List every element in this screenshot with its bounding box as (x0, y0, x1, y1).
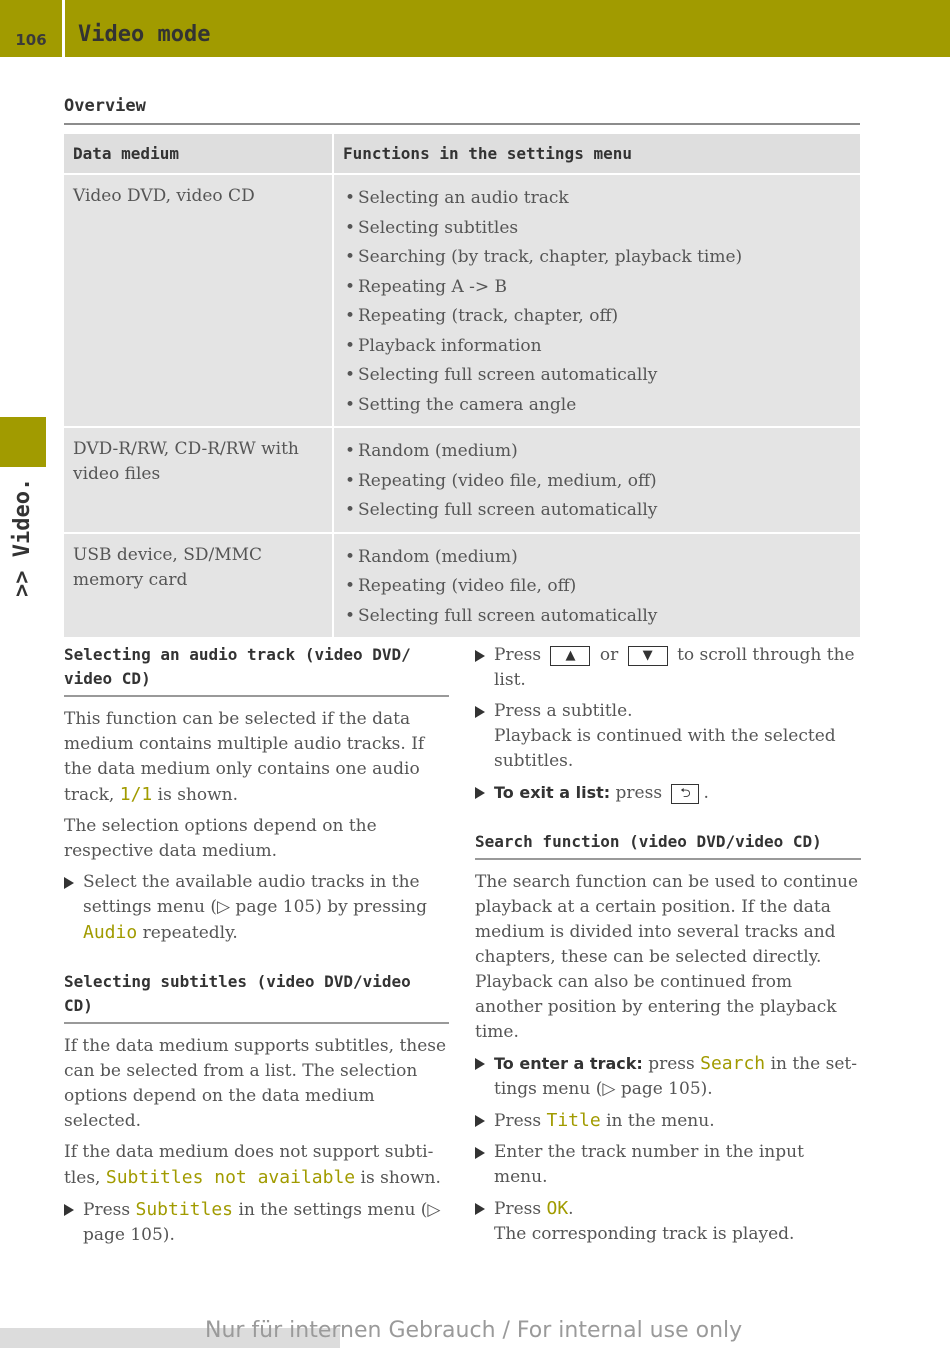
instruction-step (475, 780, 861, 806)
chapter-title: Video mode (78, 22, 211, 47)
medium-cell: Video DVD, video CD (64, 174, 333, 427)
paragraph: The selection options depend on the respective data medium. (64, 816, 377, 861)
list-item: • Repeating (video file, medium, off) (343, 467, 851, 497)
list-item: • Selecting subtitles (343, 214, 851, 244)
triangle-bullet-icon (64, 877, 74, 889)
step-text: Press (83, 1200, 131, 1220)
step-text: . (703, 783, 709, 803)
paragraph-text: is shown. (360, 1168, 441, 1188)
list-item: • Selecting an audio track (343, 184, 851, 214)
table-row (64, 533, 860, 639)
arrow-up-key-icon: ▲ (550, 646, 590, 666)
triangle-bullet-icon (475, 1115, 485, 1127)
section-gap (64, 952, 449, 970)
list-item: • Selecting full screen automatically (343, 361, 851, 391)
medium-cell: DVD-R/RW, CD-R/RW with video files (64, 427, 333, 533)
header-divider (62, 0, 65, 57)
functions-cell (333, 174, 860, 427)
display-text: Audio (83, 922, 138, 943)
paragraph (64, 707, 449, 808)
step-text: repeatedly. (142, 923, 238, 943)
section-gap (475, 812, 861, 830)
back-key-icon: ⮌ (671, 784, 699, 804)
step-text: in the set-tings menu (▷ page 105). (494, 1054, 857, 1099)
instruction-step (64, 870, 449, 946)
display-text: Title (546, 1110, 601, 1131)
step-text: press (648, 1054, 695, 1074)
list-item: • Selecting full screen automatically (343, 496, 851, 526)
table-row (64, 174, 860, 427)
triangle-bullet-icon (475, 706, 485, 718)
paragraph-text: This function can be selected if the data medium contains multiple audio tracks. If the data medium only contains one audio track, (64, 709, 425, 805)
step-label: To enter a track: (494, 1054, 643, 1073)
step-result: The corresponding track is played. (494, 1224, 795, 1244)
step-text: press (615, 783, 663, 803)
step-text: Press a subtitle. (494, 701, 633, 721)
step-text: . (568, 1199, 574, 1219)
footer-watermark: Nur für internen Gebrauch / For internal use only (205, 1318, 743, 1343)
instruction-step (475, 1196, 861, 1247)
paragraph-text: If the data medium does not support subti-tles, (64, 1142, 434, 1188)
table-header-row (64, 134, 860, 174)
list-item: • Repeating (track, chapter, off) (343, 302, 851, 332)
section-title-audio: Selecting an audio track (video DVD/ video CD) (64, 643, 449, 697)
step-text: Press (494, 1111, 542, 1131)
overview-table (64, 134, 860, 639)
list-item: • Repeating A -> B (343, 273, 851, 303)
step-text: in the menu. (606, 1111, 715, 1131)
triangle-bullet-icon (475, 1203, 485, 1215)
medium-cell: USB device, SD/MMC memory card (64, 533, 333, 639)
step-result: Playback is continued with the selected subtitles. (494, 726, 836, 771)
triangle-bullet-icon (475, 787, 485, 799)
functions-cell (333, 533, 860, 639)
step-text: in the settings menu (▷ page 105). (83, 1200, 441, 1245)
triangle-bullet-icon (64, 1204, 74, 1216)
display-text: OK (546, 1198, 569, 1219)
display-text: Search (700, 1053, 766, 1074)
list-item: • Repeating (video file, off) (343, 572, 851, 602)
display-text: 1/1 (119, 784, 153, 805)
overview-rule (64, 123, 860, 125)
display-text: Subtitles not available (105, 1167, 356, 1188)
paragraph: If the data medium supports subtitles, these can be selected from a list. The selection options depend on the data medium selected. (64, 1036, 447, 1131)
instruction-step (475, 699, 861, 774)
list-item: • Setting the camera angle (343, 391, 851, 421)
side-tab-marker (0, 417, 46, 467)
step-text: Enter the track number in the input menu. (494, 1142, 804, 1187)
triangle-bullet-icon (475, 1058, 485, 1070)
table-row (64, 427, 860, 533)
instruction-step (475, 643, 861, 693)
step-label: To exit a list: (494, 783, 611, 802)
list-item: • Searching (by track, chapter, playback time) (343, 243, 851, 273)
instruction-step (475, 1051, 861, 1102)
list-item: • Playback information (343, 332, 851, 362)
side-tab-label: >> Video. (10, 477, 35, 597)
paragraph-text: is shown. (157, 785, 239, 805)
overview-title: Overview (64, 96, 146, 116)
step-text: to scroll through the list. (494, 645, 855, 690)
right-column (475, 643, 861, 1253)
instruction-step (475, 1108, 861, 1134)
page-number: 106 (15, 31, 47, 49)
triangle-bullet-icon (475, 1147, 485, 1159)
step-text: Press (494, 1199, 542, 1219)
list-item: • Random (medium) (343, 437, 851, 467)
functions-cell (333, 427, 860, 533)
list-item: • Selecting full screen automatically (343, 602, 851, 632)
list-item: • Random (medium) (343, 543, 851, 573)
instruction-step (64, 1197, 449, 1248)
instruction-step (475, 1140, 861, 1190)
arrow-down-key-icon: ▼ (628, 646, 668, 666)
step-text: Press (494, 645, 542, 665)
column-header: Data medium (64, 134, 333, 174)
section-title-subtitles: Selecting subtitles (video DVD/video CD) (64, 970, 449, 1024)
section-title-search: Search function (video DVD/video CD) (475, 830, 861, 860)
step-text: Select the available audio tracks in the settings menu (▷ page 105) by pressing (83, 872, 427, 917)
left-column (64, 643, 449, 1254)
paragraph: The search function can be used to continue playback at a certain position. If the data medium is divided into several tracks and chapters, these can be selected directly. Playback can also be continued from another position by entering the playback time. (475, 872, 859, 1042)
step-text: or (599, 645, 619, 665)
triangle-bullet-icon (475, 650, 485, 662)
paragraph (64, 1140, 449, 1191)
column-header: Functions in the settings menu (333, 134, 860, 174)
display-text: Subtitles (135, 1199, 234, 1220)
